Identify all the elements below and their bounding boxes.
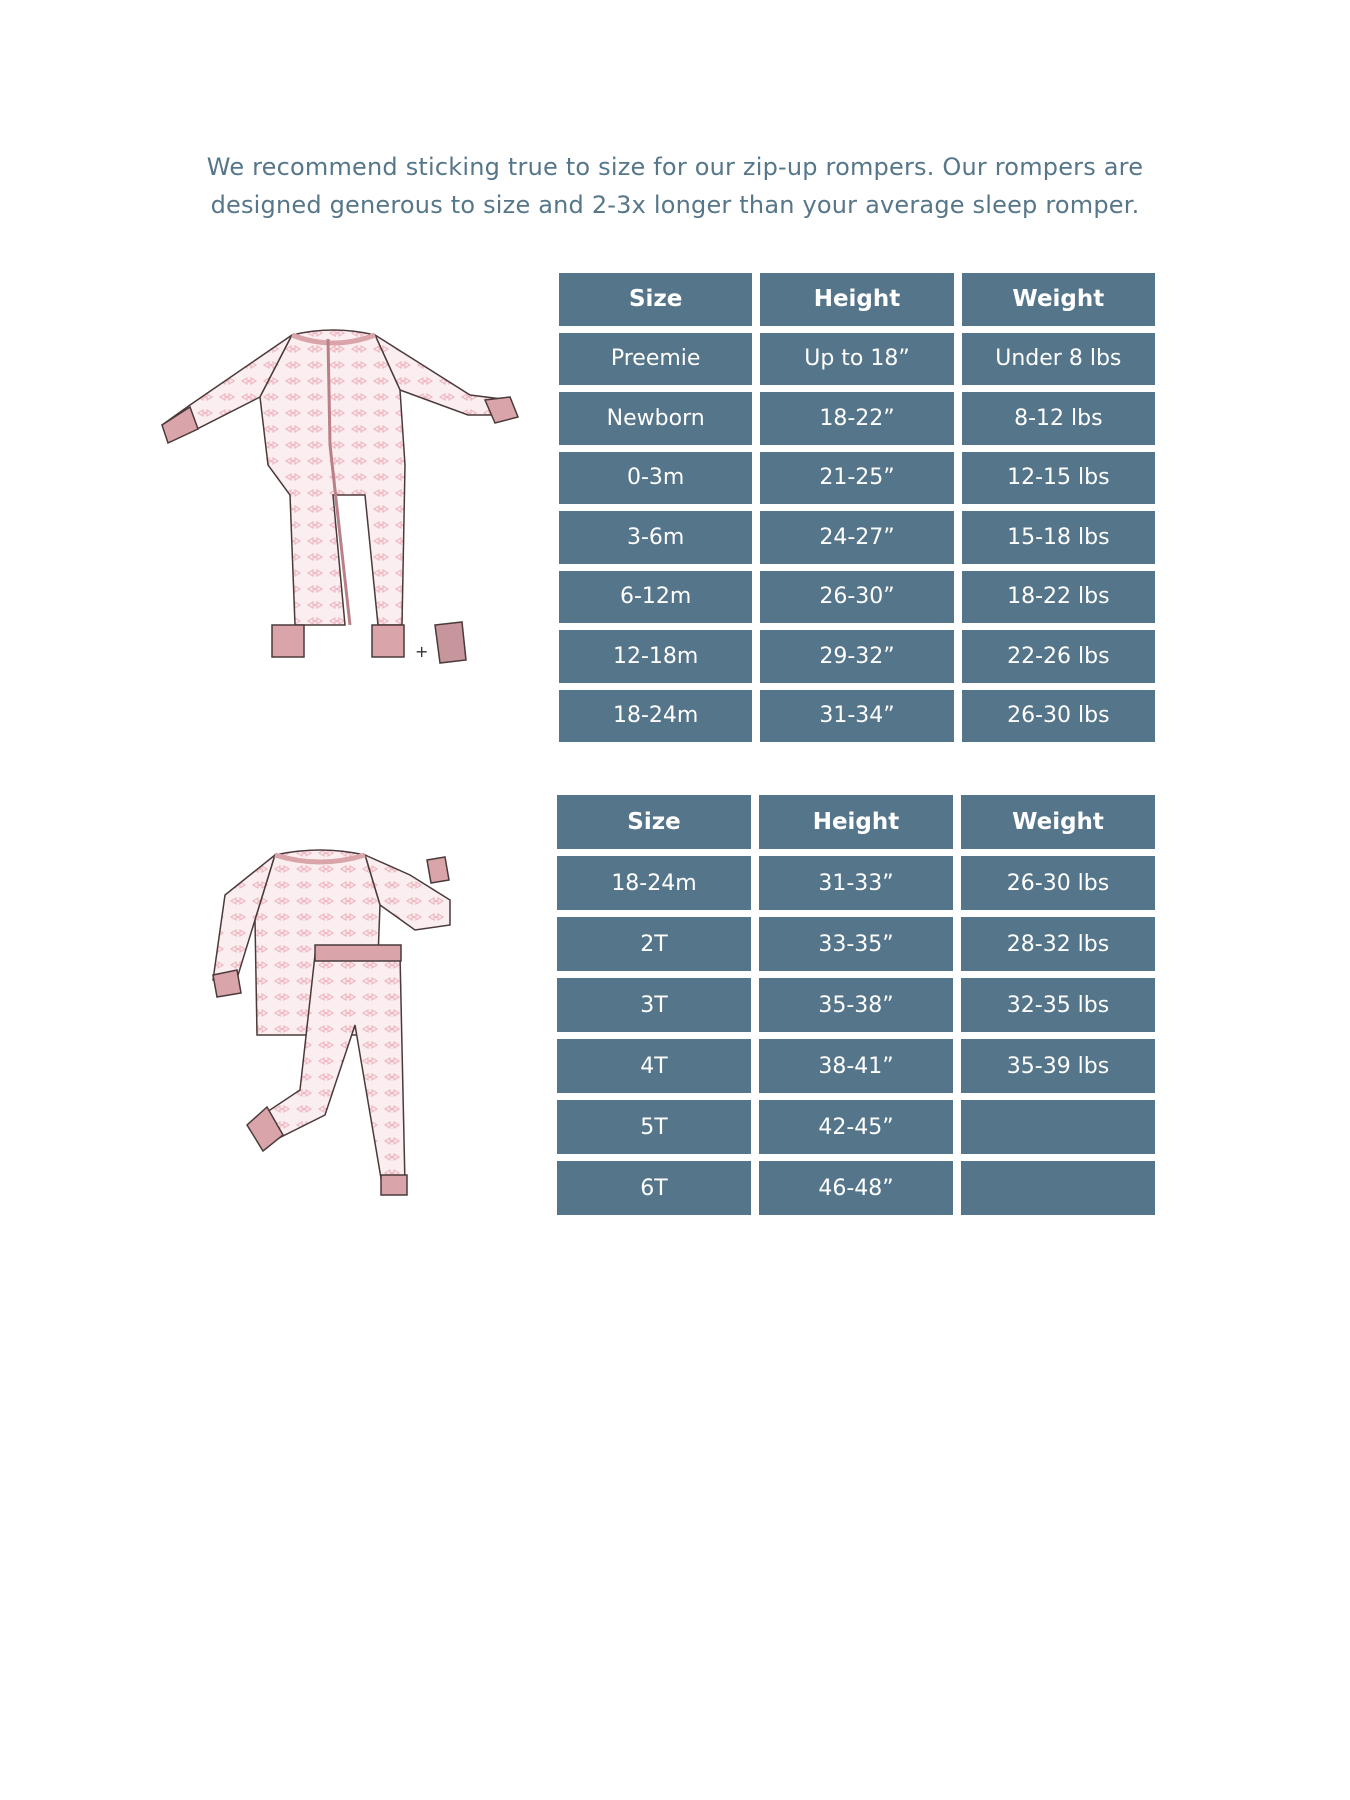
cell-height: 35-38” xyxy=(759,978,953,1032)
cell-weight: 32-35 lbs xyxy=(961,978,1155,1032)
cell-weight: 15-18 lbs xyxy=(962,511,1155,564)
cell-weight: 26-30 lbs xyxy=(961,856,1155,910)
cell-weight: 22-26 lbs xyxy=(962,630,1155,683)
table-row xyxy=(559,511,1155,564)
romper-illustration xyxy=(150,325,530,695)
cell-weight: 18-22 lbs xyxy=(962,571,1155,624)
cell-size: 5T xyxy=(557,1100,751,1154)
cell-size: 6T xyxy=(557,1161,751,1215)
table-row xyxy=(557,856,1155,910)
mitten-icon xyxy=(435,622,466,663)
header-weight: Weight xyxy=(961,795,1155,849)
header-size: Size xyxy=(559,273,752,326)
cell-height: 29-32” xyxy=(760,630,953,683)
cell-height: Up to 18” xyxy=(760,333,953,386)
table-row xyxy=(559,630,1155,683)
cell-height: 18-22” xyxy=(760,392,953,445)
cell-size: Newborn xyxy=(559,392,752,445)
cell-size: 6-12m xyxy=(559,571,752,624)
table-row xyxy=(557,1100,1155,1154)
cell-size: 18-24m xyxy=(559,690,752,743)
two-piece-pajama-illustration xyxy=(205,845,465,1205)
cell-height: 46-48” xyxy=(759,1161,953,1215)
cell-size: Preemie xyxy=(559,333,752,386)
table-row xyxy=(559,690,1155,743)
table-row xyxy=(559,392,1155,445)
cell-height: 24-27” xyxy=(760,511,953,564)
plus-sign: + xyxy=(415,642,429,661)
romper-size-table xyxy=(551,266,1163,749)
cell-height: 31-33” xyxy=(759,856,953,910)
cell-size: 4T xyxy=(557,1039,751,1093)
cell-height: 42-45” xyxy=(759,1100,953,1154)
table-header-row xyxy=(557,795,1155,849)
header-weight: Weight xyxy=(962,273,1155,326)
cell-size: 3-6m xyxy=(559,511,752,564)
cell-height: 33-35” xyxy=(759,917,953,971)
header-size: Size xyxy=(557,795,751,849)
table-row xyxy=(557,978,1155,1032)
table-header-row xyxy=(559,273,1155,326)
cell-size: 18-24m xyxy=(557,856,751,910)
cell-size: 2T xyxy=(557,917,751,971)
table-row xyxy=(559,333,1155,386)
table-row xyxy=(559,571,1155,624)
table-row xyxy=(557,1039,1155,1093)
intro-text: We recommend sticking true to size for our zip-up rompers. Our rompers are designed generous to size and 2-3x longer than your average sleep romper. xyxy=(206,153,1144,219)
header-height: Height xyxy=(759,795,953,849)
cell-weight xyxy=(961,1100,1155,1154)
cell-height: 31-34” xyxy=(760,690,953,743)
cell-weight: 8-12 lbs xyxy=(962,392,1155,445)
cell-height: 26-30” xyxy=(760,571,953,624)
cell-weight: 35-39 lbs xyxy=(961,1039,1155,1093)
table-row xyxy=(557,917,1155,971)
cell-weight: 26-30 lbs xyxy=(962,690,1155,743)
table-row xyxy=(557,1161,1155,1215)
cell-weight xyxy=(961,1161,1155,1215)
table-row xyxy=(559,452,1155,505)
cell-size: 12-18m xyxy=(559,630,752,683)
cell-weight: Under 8 lbs xyxy=(962,333,1155,386)
cell-weight: 12-15 lbs xyxy=(962,452,1155,505)
cell-height: 38-41” xyxy=(759,1039,953,1093)
header-height: Height xyxy=(760,273,953,326)
two-piece-size-table xyxy=(549,788,1163,1222)
cell-size: 0-3m xyxy=(559,452,752,505)
cell-size: 3T xyxy=(557,978,751,1032)
cell-height: 21-25” xyxy=(760,452,953,505)
cell-weight: 28-32 lbs xyxy=(961,917,1155,971)
